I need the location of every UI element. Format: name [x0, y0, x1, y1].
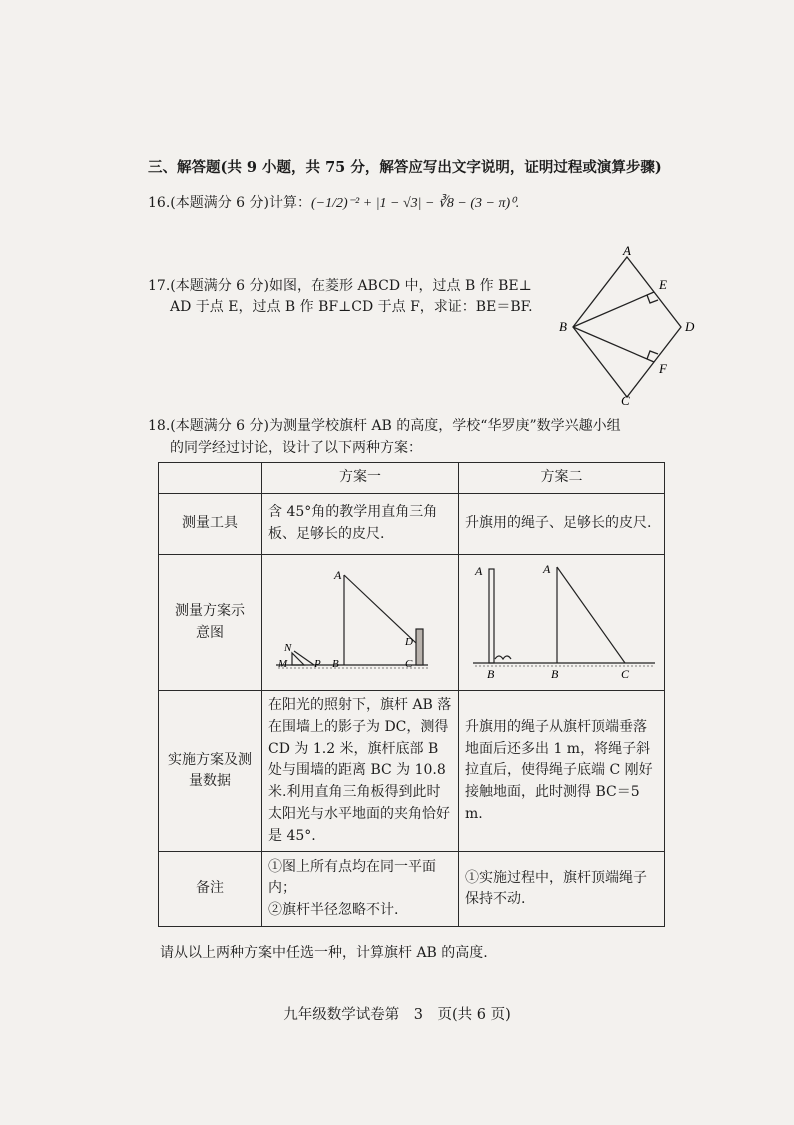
label-d: D: [685, 319, 695, 334]
question-16: [148, 192, 519, 212]
table-row-diagram: [159, 554, 665, 691]
row-label-tools: 测量工具: [159, 493, 262, 554]
right-angle-mark-f: [647, 351, 658, 359]
label-c: C: [621, 393, 630, 405]
header-empty: [159, 463, 262, 494]
row-label-implementation: 实施方案及测量数据: [159, 691, 262, 852]
p2-label-c2: C: [621, 666, 630, 679]
segment-be: [573, 292, 654, 327]
hanging-rope-slack: [495, 656, 511, 659]
p2-label-b2: B: [551, 666, 559, 679]
p2-label-a1: A: [475, 563, 483, 578]
notes-plan-1: [262, 852, 459, 927]
p1-label-n: N: [284, 641, 292, 654]
label-b: B: [559, 319, 567, 334]
diagram-plan-1: [262, 554, 459, 691]
p1-label-m: M: [278, 657, 288, 670]
diagram-plan-2: [459, 554, 665, 691]
question-16-prefix: 16.(本题满分 6 分)计算：: [148, 195, 311, 211]
question-17-line-2: AD 于点 E，过点 B 作 BF⊥CD 于点 F，求证：BE＝BF.: [170, 299, 533, 315]
p1-label-p: P: [314, 657, 321, 670]
page-footer: 九年级数学试卷第 3 页(共 6 页): [283, 1007, 511, 1023]
question-18-line-1: 18.(本题满分 6 分)为测量学校旗杆 AB 的高度，学校“华罗庚”数学兴趣小组: [148, 418, 621, 434]
p1-label-a: A: [334, 567, 342, 582]
plan-2-diagram: [465, 559, 670, 679]
header-plan-1: 方案一: [262, 463, 459, 494]
table-header-row: [159, 463, 665, 494]
p1-label-c: C: [405, 657, 413, 670]
p2-label-a2: A: [543, 561, 551, 576]
p1-label-b: B: [332, 657, 339, 670]
notes-plan-2: ①实施过程中，旗杆顶端绳子保持不动.: [459, 852, 665, 927]
segment-bf: [573, 327, 654, 362]
tools-plan-1: 含 45°角的教学用直角三角板、足够长的皮尺.: [262, 493, 459, 554]
table-row-implementation: [159, 691, 665, 852]
row-label-diagram: 测量方案示意图: [159, 554, 262, 691]
question-18-line-2: 的同学经过讨论，设计了以下两种方案：: [170, 440, 422, 456]
label-a: A: [623, 245, 631, 258]
rope-ac: [557, 567, 625, 663]
header-plan-2: 方案二: [459, 463, 665, 494]
tools-plan-2: 升旗用的绳子、足够长的皮尺.: [459, 493, 665, 554]
label-e: E: [659, 277, 667, 292]
plan-1-diagram: [268, 559, 464, 679]
label-f: F: [659, 361, 667, 376]
question-16-expression: (−1/2)⁻² + |1 − √3| − ∛8 − (3 − π)⁰.: [311, 196, 520, 211]
wall-dc: [416, 629, 423, 665]
sunray-ad: [344, 575, 416, 643]
measurement-plan-table: [158, 462, 665, 927]
set-square: [292, 653, 304, 665]
flagpole-left: [489, 569, 494, 663]
table-row-tools: [159, 493, 665, 554]
implementation-plan-2: 升旗用的绳子从旗杆顶端垂落地面后还多出 1 m，将绳子斜拉直后，使得绳子底端 C 刚好接触地面，此时测得 BC＝5 m.: [459, 691, 665, 852]
p2-label-b1: B: [487, 666, 495, 679]
table-row-notes: [159, 852, 665, 927]
p1-label-d: D: [405, 635, 413, 648]
notes-plan-1-line-2: ②旗杆半径忽略不计.: [268, 902, 399, 919]
rhombus-figure: [555, 245, 705, 405]
right-angle-mark-e: [647, 295, 658, 303]
question-18-closing: 请从以上两种方案中任选一种，计算旗杆 AB 的高度.: [160, 945, 488, 961]
implementation-plan-1: 在阳光的照射下，旗杆 AB 落在围墙上的影子为 DC，测得 CD 为 1.2 米，旗杆底部 B 处与围墙的距离 BC 为 10.8 米.利用直角三角板得到此时太阳光与水平地面的夹角恰好是 45°.: [262, 691, 459, 852]
question-17-line-1: 17.(本题满分 6 分)如图，在菱形 ABCD 中，过点 B 作 BE⊥: [148, 278, 532, 294]
row-label-notes: 备注: [159, 852, 262, 927]
section-heading: 三、解答题(共 9 小题，共 75 分，解答应写出文字说明，证明过程或演算步骤): [148, 159, 662, 176]
notes-plan-1-line-1: ①图上所有点均在同一平面内；: [268, 858, 436, 897]
